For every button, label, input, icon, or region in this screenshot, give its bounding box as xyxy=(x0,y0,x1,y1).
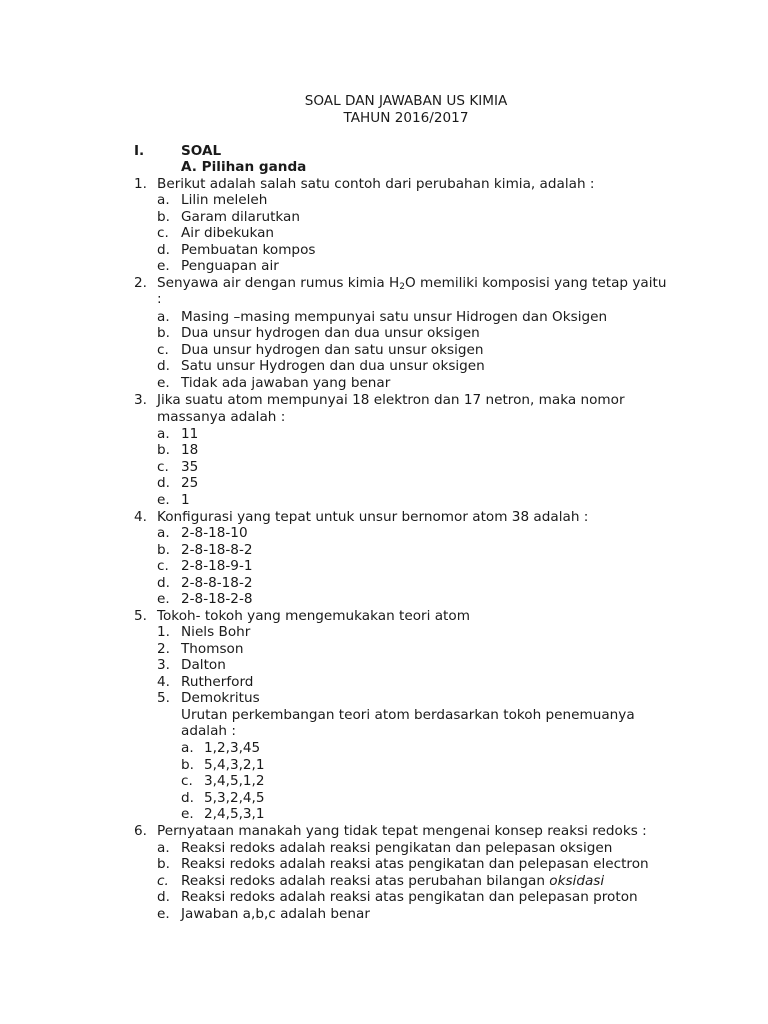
option-text: 1 xyxy=(181,492,190,508)
question-5-stem: Urutan perkembangan teori atom berdasarkan tokoh penemuanya xyxy=(181,707,635,723)
option-text: Lilin meleleh xyxy=(181,192,268,208)
list-text: Dalton xyxy=(181,657,226,673)
document-year: TAHUN 2016/2017 xyxy=(343,110,469,126)
option-letter: b. xyxy=(157,442,170,458)
option-text: 2-8-18-8-2 xyxy=(181,542,253,558)
option-letter: e. xyxy=(181,806,194,822)
option-letter: b. xyxy=(157,856,170,872)
question-2-text-cont: : xyxy=(157,291,162,307)
option-letter: d. xyxy=(157,358,170,374)
subscript: 2 xyxy=(399,282,406,292)
option-letter: c. xyxy=(157,459,169,475)
question-3-text-cont: massanya adalah : xyxy=(157,409,286,425)
option-letter: a. xyxy=(181,740,194,756)
option-text: Dua unsur hydrogen dan dua unsur oksigen xyxy=(181,325,480,341)
option-letter: e. xyxy=(157,258,170,274)
question-2-text xyxy=(157,275,666,291)
option-text: 2-8-8-18-2 xyxy=(181,575,253,591)
question-1-number: 1. xyxy=(134,176,147,192)
option-text: Reaksi redoks adalah reaksi pengikatan dan pelepasan oksigen xyxy=(181,840,613,856)
question-5-text: Tokoh- tokoh yang mengemukakan teori atom xyxy=(157,608,470,624)
option-text: Dua unsur hydrogen dan satu unsur oksigen xyxy=(181,342,484,358)
option-text: 5,4,3,2,1 xyxy=(204,757,265,773)
option-text: 2-8-18-9-1 xyxy=(181,558,253,574)
list-text: Rutherford xyxy=(181,674,254,690)
option-letter: e. xyxy=(157,375,170,391)
list-number: 5. xyxy=(157,690,170,706)
option-letter: b. xyxy=(157,209,170,225)
option-letter: d. xyxy=(157,575,170,591)
option-text: 25 xyxy=(181,475,199,491)
option-letter: a. xyxy=(157,426,170,442)
option-text: Garam dilarutkan xyxy=(181,209,300,225)
option-letter: e. xyxy=(157,591,170,607)
option-letter: a. xyxy=(157,525,170,541)
question-3-number: 3. xyxy=(134,392,147,408)
list-number: 3. xyxy=(157,657,170,673)
option-text-italic: oksidasi xyxy=(549,873,605,889)
document-title: SOAL DAN JAWABAN US KIMIA xyxy=(304,93,508,109)
option-letter: a. xyxy=(157,309,170,325)
option-text: Jawaban a,b,c adalah benar xyxy=(181,906,370,922)
option-text: Masing –masing mempunyai satu unsur Hidrogen dan Oksigen xyxy=(181,309,608,325)
option-text: Penguapan air xyxy=(181,258,279,274)
option-letter: b. xyxy=(157,542,170,558)
list-number: 4. xyxy=(157,674,170,690)
question-4-number: 4. xyxy=(134,509,147,525)
question-6-number: 6. xyxy=(134,823,147,839)
option-text: 2-8-18-10 xyxy=(181,525,248,541)
option-letter: e. xyxy=(157,906,170,922)
question-5-stem-cont: adalah : xyxy=(181,723,236,739)
question-2-text-start: Senyawa air dengan rumus kimia H xyxy=(157,275,400,291)
question-6-text: Pernyataan manakah yang tidak tepat mengenai konsep reaksi redoks : xyxy=(157,823,647,839)
option-letter: b. xyxy=(157,325,170,341)
question-2-number: 2. xyxy=(134,275,147,291)
option-letter: c. xyxy=(181,773,193,789)
option-letter: a. xyxy=(157,840,170,856)
option-text: Reaksi redoks adalah reaksi atas pengikatan dan pelepasan proton xyxy=(181,889,638,905)
option-text: 5,3,2,4,5 xyxy=(204,790,265,806)
option-text: 18 xyxy=(181,442,199,458)
option-letter: d. xyxy=(157,475,170,491)
question-4-text: Konfigurasi yang tepat untuk unsur bernomor atom 38 adalah : xyxy=(157,509,589,525)
list-number: 1. xyxy=(157,624,170,640)
option-text: 2,4,5,3,1 xyxy=(204,806,265,822)
option-text: 11 xyxy=(181,426,199,442)
question-1-text: Berikut adalah salah satu contoh dari perubahan kimia, adalah : xyxy=(157,176,595,192)
list-text: Demokritus xyxy=(181,690,260,706)
question-5-number: 5. xyxy=(134,608,147,624)
option-text: Reaksi redoks adalah reaksi atas pengikatan dan pelepasan electron xyxy=(181,856,649,872)
option-letter: d. xyxy=(157,889,170,905)
option-letter: c. xyxy=(157,558,169,574)
question-3-text: Jika suatu atom mempunyai 18 elektron dan 17 netron, maka nomor xyxy=(157,392,625,408)
section-label: SOAL xyxy=(181,143,222,159)
option-letter: b. xyxy=(181,757,194,773)
option-letter: a. xyxy=(157,192,170,208)
option-text: Satu unsur Hydrogen dan dua unsur oksigen xyxy=(181,358,485,374)
option-letter: c. xyxy=(157,873,169,889)
option-text xyxy=(181,873,604,889)
list-text: Niels Bohr xyxy=(181,624,251,640)
option-text: Pembuatan kompos xyxy=(181,242,316,258)
option-text: Tidak ada jawaban yang benar xyxy=(181,375,391,391)
option-text: 2-8-18-2-8 xyxy=(181,591,253,607)
question-2-text-end: O memiliki komposisi yang tetap yaitu xyxy=(405,275,667,291)
option-text-main: Reaksi redoks adalah reaksi atas perubahan bilangan xyxy=(181,873,550,889)
list-text: Thomson xyxy=(181,641,244,657)
list-number: 2. xyxy=(157,641,170,657)
option-text: 1,2,3,45 xyxy=(204,740,261,756)
option-letter: c. xyxy=(157,225,169,241)
option-letter: d. xyxy=(157,242,170,258)
section-number: I. xyxy=(134,143,145,159)
option-letter: e. xyxy=(157,492,170,508)
option-text: Air dibekukan xyxy=(181,225,275,241)
option-letter: c. xyxy=(157,342,169,358)
option-text: 3,4,5,1,2 xyxy=(204,773,265,789)
option-text: 35 xyxy=(181,459,199,475)
subsection-label: A. Pilihan ganda xyxy=(181,159,307,175)
option-letter: d. xyxy=(181,790,194,806)
